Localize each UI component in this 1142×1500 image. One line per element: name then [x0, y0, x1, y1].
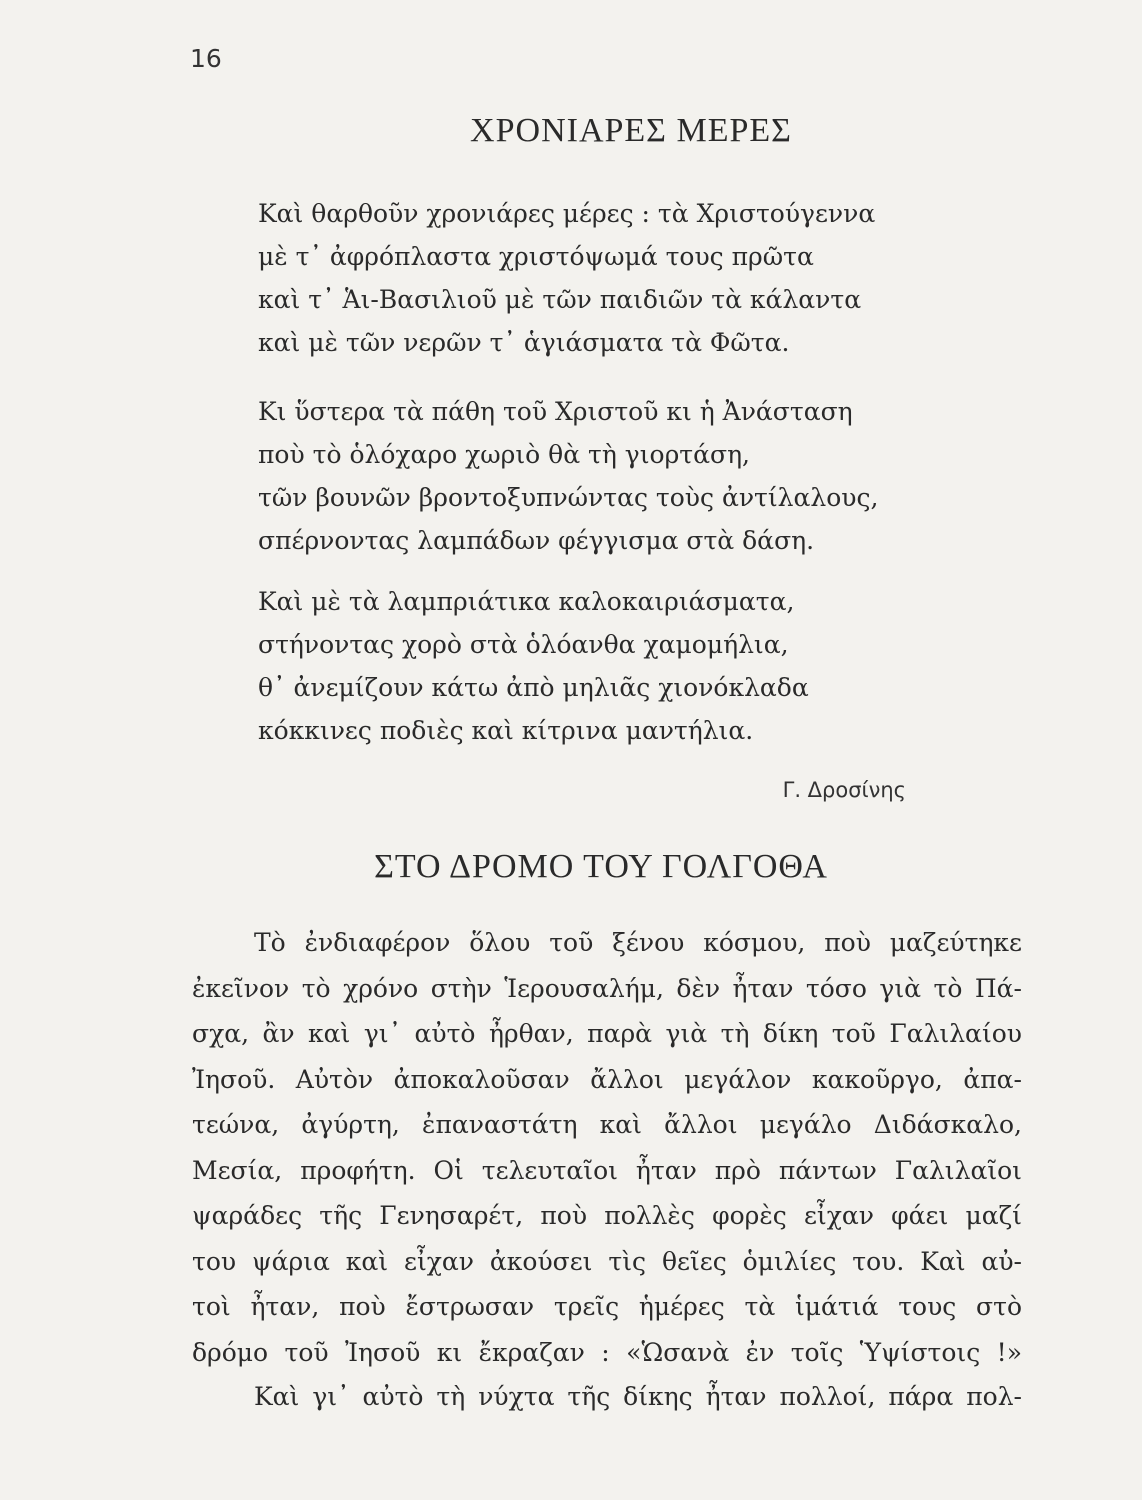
poem-line: ποὺ τὸ ὁλόχαρο χωριὸ θὰ τὴ γιορτάση, — [258, 440, 750, 469]
poem-line: καὶ τ᾿ Ἁι-Βασιλιοῦ μὲ τῶν παιδιῶν τὰ κάλαντα — [258, 285, 862, 314]
poem-stanza-1 — [258, 192, 1018, 364]
poem-line: θ᾿ ἀνεμίζουν κάτω ἀπὸ μηλιᾶς χιονόκλαδα — [258, 673, 809, 702]
poem-line: Καὶ θαρθοῦν χρονιάρες μέρες : τὰ Χριστούγεννα — [258, 199, 876, 228]
poem-line: μὲ τ᾿ ἀφρόπλαστα χριστόψωμά τους πρῶτα — [258, 242, 814, 271]
poem-line: Κι ὕστερα τὰ πάθη τοῦ Χριστοῦ κι ἡ Ἀνάσταση — [258, 397, 853, 426]
poem-line: Καὶ μὲ τὰ λαμπριάτικα καλοκαιριάσματα, — [258, 587, 795, 616]
poem-line: σπέρνοντας λαμπάδων φέγγισμα στὰ δάση. — [258, 526, 815, 555]
prose-line: Τὸ ἐνδιαφέρον ὅλου τοῦ ξένου κόσμου, ποὺ μαζεύτηκε — [254, 928, 1022, 957]
prose-line: τοὶ ἦταν, ποὺ ἔστρωσαν τρεῖς ἡμέρες τὰ ἱμάτιά τους στὸ — [192, 1292, 1022, 1321]
prose-paragraph-1 — [192, 920, 1022, 1375]
page-number: 16 — [190, 44, 222, 73]
poem-author: Γ. Δροσίνης — [782, 778, 906, 802]
poem-stanza-3 — [258, 580, 1018, 752]
poem-line: τῶν βουνῶν βροντοξυπνώντας τοὺς ἀντίλαλους, — [258, 483, 879, 512]
poem-line: κόκκινες ποδιὲς καὶ κίτρινα μαντήλια. — [258, 716, 754, 745]
prose-line: Ἰησοῦ. Αὐτὸν ἀποκαλοῦσαν ἄλλοι μεγάλον κακοῦργο, ἀπα- — [192, 1064, 1022, 1094]
prose-line: δρόμο τοῦ Ἰησοῦ κι ἔκραζαν : «Ὡσανὰ ἐν τοῖς Ὑψίστοις !» — [192, 1337, 1022, 1367]
poem-title: ΧΡΟΝΙΑΡΕΣ ΜΕΡΕΣ — [470, 112, 792, 149]
poem-line: στήνοντας χορὸ στὰ ὁλόανθα χαμομήλια, — [258, 630, 789, 659]
prose-line: τεώνα, ἀγύρτη, ἐπαναστάτη καὶ ἄλλοι μεγάλο Διδάσκαλο, — [192, 1110, 1022, 1139]
prose-line: ἐκεῖνον τὸ χρόνο στὴν Ἱερουσαλήμ, δὲν ἦταν τόσο γιὰ τὸ Πά- — [192, 973, 1022, 1003]
prose-line: του ψάρια καὶ εἶχαν ἀκούσει τὶς θεῖες ὁμιλίες του. Καὶ αὐ- — [192, 1246, 1022, 1276]
prose-title: ΣΤΟ ΔΡΟΜΟ ΤΟΥ ΓΟΛΓΟΘΑ — [374, 848, 828, 885]
prose-line: Καὶ γι᾿ αὐτὸ τὴ νύχτα τῆς δίκης ἦταν πολλοί, πάρα πολ- — [254, 1382, 1022, 1411]
poem-stanza-2 — [258, 390, 1018, 562]
prose-paragraph-2 — [192, 1374, 1022, 1420]
poem-line: καὶ μὲ τῶν νερῶν τ᾿ ἁγιάσματα τὰ Φῶτα. — [258, 328, 790, 357]
prose-line: σχα, ἂν καὶ γι᾿ αὐτὸ ἦρθαν, παρὰ γιὰ τὴ δίκη τοῦ Γαλιλαίου — [192, 1019, 1022, 1048]
prose-line: ψαράδες τῆς Γενησαρέτ, ποὺ πολλὲς φορὲς εἶχαν φάει μαζί — [192, 1201, 1022, 1230]
prose-line: Μεσία, προφήτη. Οἱ τελευταῖοι ἦταν πρὸ πάντων Γαλιλαῖοι — [192, 1155, 1022, 1185]
